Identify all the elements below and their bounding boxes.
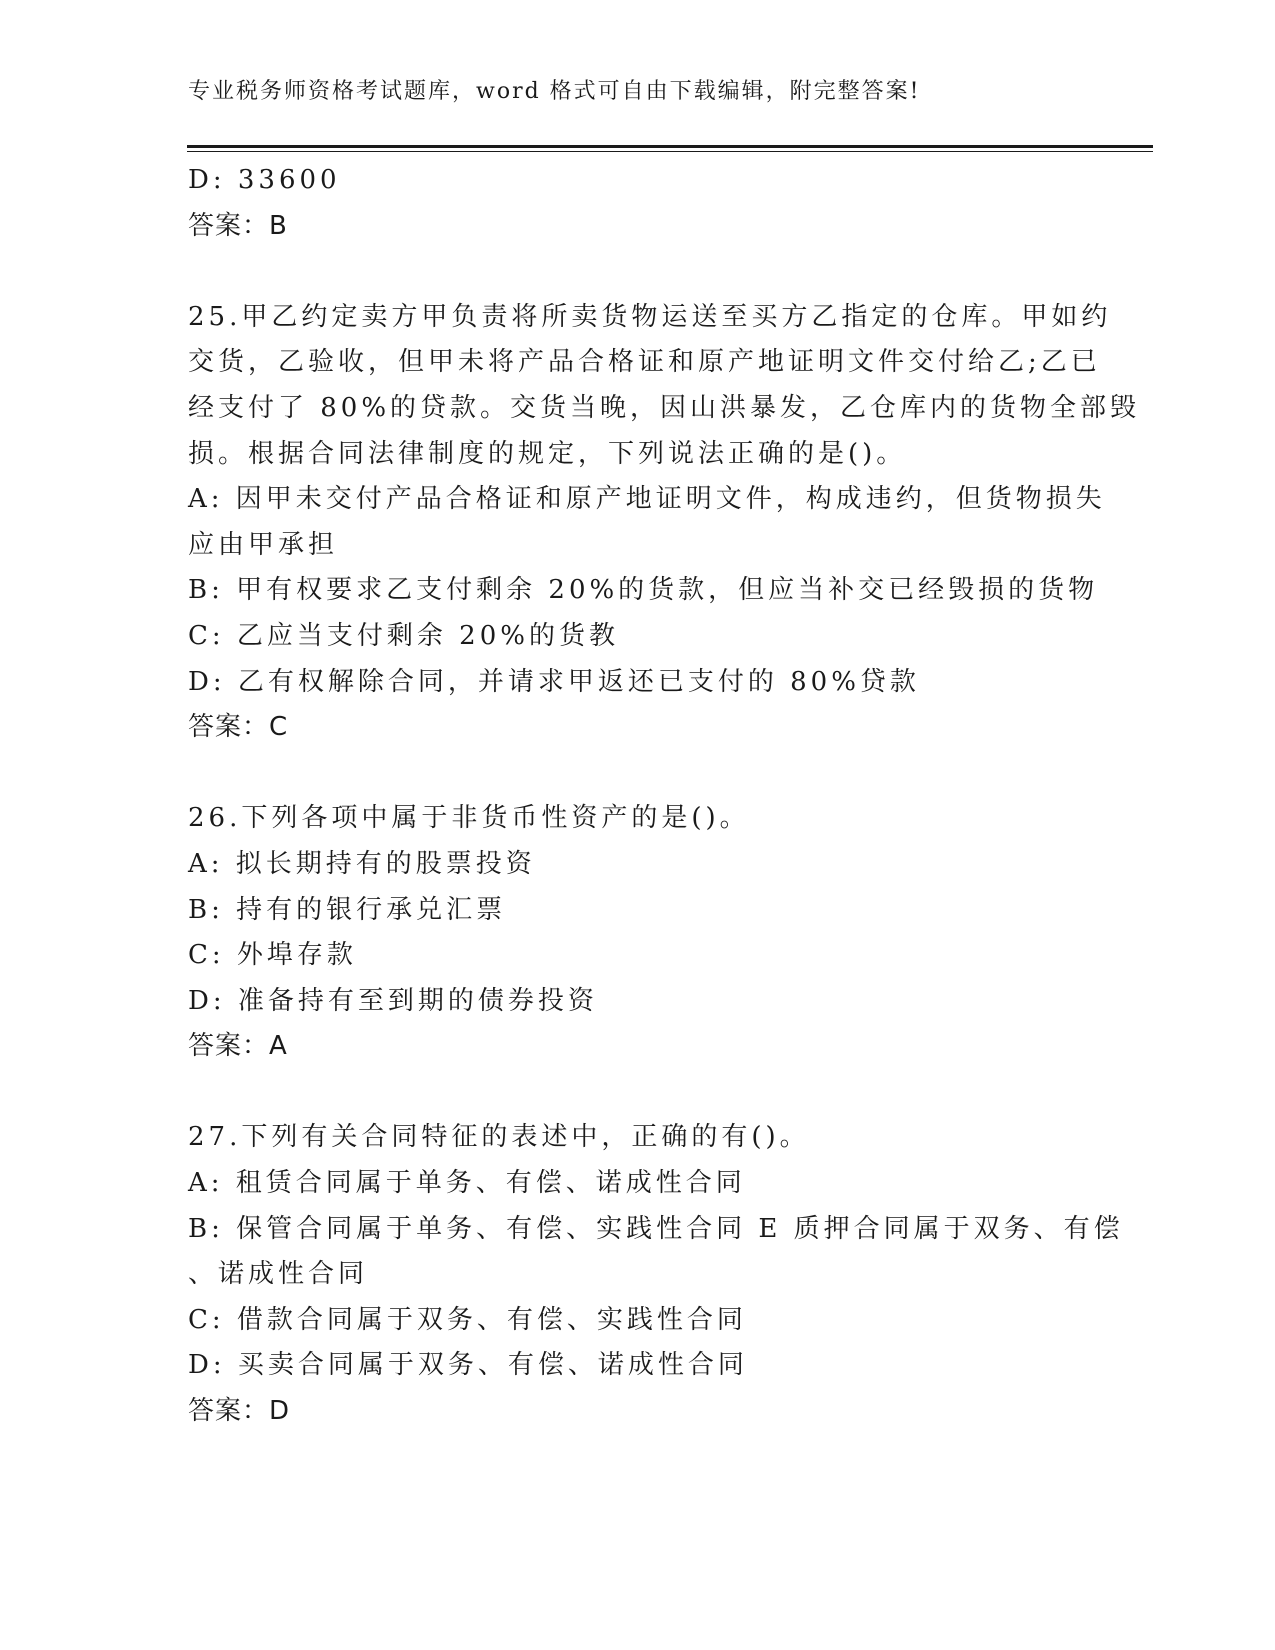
option-line: A: 因甲未交付产品合格证和原产地证明文件，构成违约，但货物损失 bbox=[188, 484, 1106, 515]
header-rule-thin bbox=[187, 151, 1153, 152]
option-line: C: 乙应当支付剩余 20%的货教 bbox=[188, 620, 619, 651]
question-block bbox=[188, 158, 1088, 249]
answer-line: 答案：A bbox=[188, 1031, 288, 1062]
question-line: 损。根据合同法律制度的规定，下列说法正确的是()。 bbox=[188, 438, 907, 469]
header-rule-thick bbox=[187, 145, 1153, 148]
question-line: 经支付了 80%的贷款。交货当晚，因山洪暴发，乙仓库内的货物全部毁 bbox=[188, 392, 1141, 423]
block-gap bbox=[188, 249, 1088, 295]
question-block bbox=[188, 295, 1141, 751]
answer-line: 答案：C bbox=[188, 712, 289, 743]
page-header: 专业税务师资格考试题库，word 格式可自由下载编辑，附完整答案! bbox=[188, 79, 921, 104]
answer-line: 答案：B bbox=[188, 210, 288, 241]
block-gap bbox=[188, 1070, 1088, 1116]
option-line: D: 乙有权解除合同，并请求甲返还已支付的 80%贷款 bbox=[188, 666, 920, 697]
option-line: D: 准备持有至到期的债券投资 bbox=[188, 985, 598, 1016]
question-line: 26.下列各项中属于非货币性资产的是()。 bbox=[188, 803, 750, 834]
option-line: A: 租赁合同属于单务、有偿、诺成性合同 bbox=[188, 1168, 746, 1199]
option-line: D: 买卖合同属于双务、有偿、诺成性合同 bbox=[188, 1350, 748, 1381]
question-line: 交货，乙验收，但甲未将产品合格证和原产地证明文件交付给乙;乙已 bbox=[188, 347, 1101, 378]
question-content bbox=[188, 158, 1141, 1435]
option-line: C: 外埠存款 bbox=[188, 940, 357, 971]
block-gap bbox=[188, 751, 1088, 797]
option-line: C: 借款合同属于双务、有偿、实践性合同 bbox=[188, 1304, 747, 1335]
question-block bbox=[188, 796, 1088, 1070]
answer-line: 答案：D bbox=[188, 1396, 291, 1427]
option-line: B: 甲有权要求乙支付剩余 20%的货款，但应当补交已经毁损的货物 bbox=[188, 575, 1099, 606]
question-block bbox=[188, 1115, 1124, 1434]
option-line: A: 拟长期持有的股票投资 bbox=[188, 848, 536, 879]
question-line: 27.下列有关合同特征的表述中，正确的有()。 bbox=[188, 1122, 810, 1153]
option-line: 应由甲承担 bbox=[188, 529, 339, 560]
option-line: B: 保管合同属于单务、有偿、实践性合同 E 质押合同属于双务、有偿 bbox=[188, 1213, 1124, 1244]
option-line: 、诺成性合同 bbox=[188, 1259, 369, 1290]
option-line: D: 33600 bbox=[188, 165, 341, 195]
question-line: 25.甲乙约定卖方甲负责将所卖货物运送至买方乙指定的仓库。甲如约 bbox=[188, 301, 1112, 332]
option-line: B: 持有的银行承兑汇票 bbox=[188, 894, 507, 925]
